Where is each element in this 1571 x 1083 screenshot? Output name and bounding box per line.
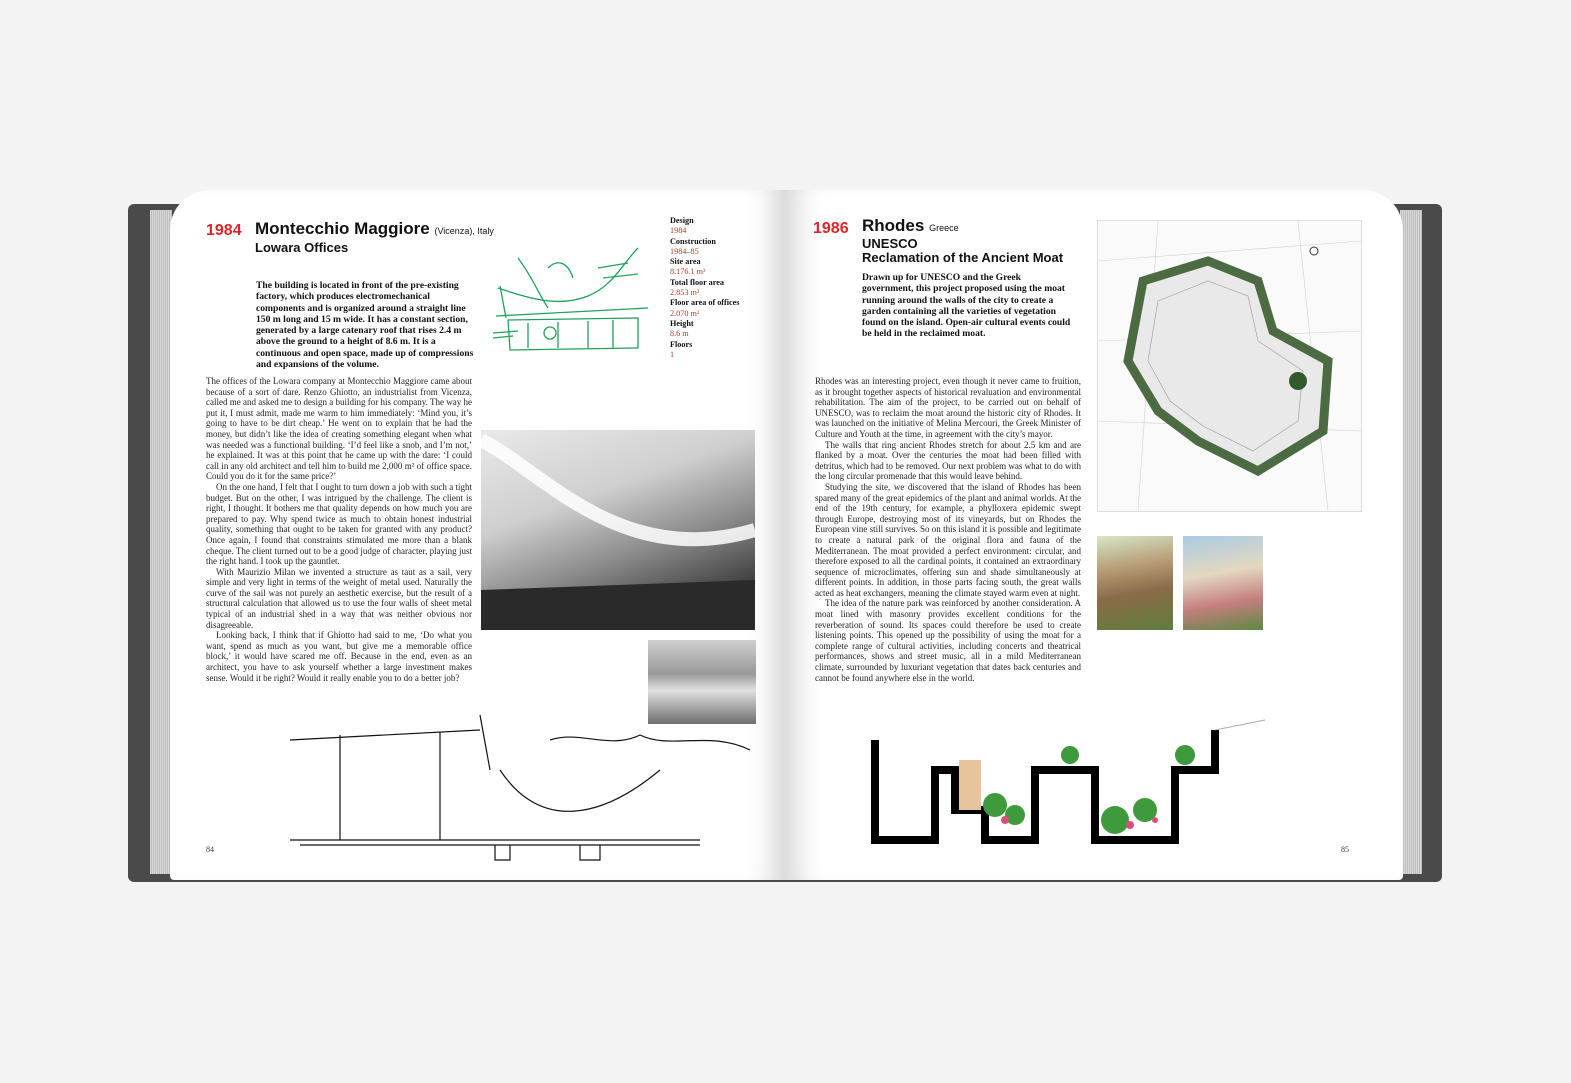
spec-value: 2.070 m² (670, 308, 700, 318)
title-text: Rhodes (862, 216, 925, 235)
spec-label: Design (670, 216, 694, 225)
garden-photo (1183, 536, 1263, 630)
project-year: 1984 (206, 222, 242, 239)
spec-label: Construction (670, 236, 716, 246)
spec-label: Height (670, 318, 694, 328)
city-map (1097, 220, 1362, 512)
page-number: 85 (1341, 845, 1349, 854)
body-paragraph: The walls that ring ancient Rhodes stretch for about 2.5 km and are flanked by a moat. Over the centuries the moat had been filled with detritus, which had to be removed. Our next problem was what to do with the long circular promenade that this would leave behind. (815, 439, 1081, 482)
project-title (255, 219, 494, 239)
wall-photo (1097, 536, 1173, 630)
spec-label: Site area (670, 257, 701, 267)
spec-value: 1 (670, 349, 675, 359)
moat-section-drawing (855, 710, 1275, 860)
moat-plan-graphic (1098, 221, 1361, 511)
page-edges-right (1400, 210, 1422, 874)
spec-value: 8.176.1 m² (670, 267, 706, 277)
location-text: Greece (929, 223, 959, 233)
body-paragraph: The idea of the nature park was reinforced by another consideration. A moat lined with masonry provides excellent conditions for the reverberation of sound. Its spaces could therefore be used to create listening points. This opened up the possibility of using the moat for a complete range of cultural activities, including concerts and theatrical performances, shows and street music, all in a mild Mediterranean climate, surrounded by luxuriant vegetation that dates back centuries and cannot be found anywhere else in the world. (815, 598, 1081, 683)
page-number: 84 (206, 845, 214, 854)
spec-value: 1984 (670, 226, 687, 236)
title-text: Montecchio Maggiore (255, 219, 430, 238)
roof-curve-graphic (481, 430, 755, 630)
spec-item (670, 340, 770, 361)
spec-label: Floor area of offices (670, 298, 740, 308)
project-subtitle: UNESCO (862, 236, 918, 251)
project-specs (670, 216, 770, 360)
spec-item (670, 298, 770, 319)
body-paragraph: On the one hand, I felt that I ought to turn down a job with such a tight budget. But on the other, I was intrigued by the challenge. The client is right, I thought. It bothers me that quality depends on how much you are prepared to pay. Why spend twice as much to obtain honest industrial quality, something that ought to be taken for granted with any product? Once again, I found that constraints stimulated me more than a blank cheque. The client turned out to be a good judge of character, playing just the right hand. I took up the gauntlet. (206, 481, 472, 567)
section-drawing (280, 710, 760, 870)
spec-item (670, 216, 770, 237)
body-text (206, 376, 472, 683)
spec-item (670, 319, 770, 340)
body-paragraph: Studying the site, we discovered that the island of Rhodes has been spared many of the great epidemics of the plant and animal worlds. At the end of the 19th century, for example, a phylloxera epidemic swept through Europe, destroying most of its vineyards, but on Rhodes the European vine still survives. So on this island it is possible and legitimate to create a natural park of the original flora and fauna of the Mediterranean. The moat provided a perfect environment: circular, and therefore exposed to all the cardinal points, it contained an extraordinary sequence of microclimates, offering sun and shade simultaneously at different points. In addition, in those parts facing south, the great walls acted as heat exchangers, meaning the climate stayed warm even at night. (815, 481, 1081, 598)
left-page (170, 190, 785, 880)
spec-label: Floors (670, 339, 693, 349)
exterior-photo (481, 430, 755, 630)
location-text: (Vicenza), Italy (434, 226, 494, 236)
body-paragraph: With Maurizio Milan we invented a structure as taut as a sail, very simple and very light in terms of the weight of metal used. Naturally the curve of the sail was not purely an aesthetic exercise, but the result of a structural calculation that allowed us to use the four walls of sheet metal typical of an industrial shed in a way that was neither obvious nor disagreeable. (206, 566, 472, 630)
body-paragraph: Looking back, I think that if Ghiotto had said to me, ‘Do what you want, spend as much as you want, but give me a memorable office block,’ it would have scared me off. Because in the end, even as an architect, you have to ask yourself whether a large investment makes sense. Would it be right? Would it really enable you to do a better job? (206, 630, 472, 683)
lead-paragraph: Drawn up for UNESCO and the Greek government, this project proposed using the moat running around the walls of the city to create a garden containing all the varieties of vegetation found on the island. Open-air cultural events could be held in the reclaimed moat. (862, 272, 1071, 340)
lead-paragraph: The building is located in front of the pre-existing factory, which produces electromechanical components and is organized around a straight line 150 m long and 15 m wide. It has a constant section, generated by a large catenary roof that rises 2.4 m above the ground to a height of 8.6 m. It is a continuous and open space, made up of compressions and expansions of the volume. (256, 280, 474, 371)
body-paragraph: The offices of the Lowara company at Montecchio Maggiore came about because of a sort of dare. Renzo Ghiotto, an industrialist from Vicenza, called me and asked me to design a building for his company. The way he put it, I must admit, made me warm to him immediately: ‘Mind you, it’s going to have to be dirt cheap.’ He went on to explain that he had the money, but didn’t like the idea of creating something elegant when what was needed was a functional building. ‘I’d feel like a snob, and I’m not,’ he explained. It was at this point that he came up with the dare: ‘I could call in any old architect and tell him to build me 2,000 m² of office space. Could you do it for the same price?’ (206, 376, 472, 482)
body-paragraph: Rhodes was an interesting project, even though it never came to fruition, as it brought together aspects of historical revaluation and environmental rehabilitation. The aim of the project, to be carried out on behalf of UNESCO, was to reclaim the moat around the historic city of Rhodes. It was launched on the initiative of Melina Mercouri, the Greek Minister of Culture and Youth at the time, in agreement with the city’s mayor. (815, 376, 1081, 439)
spec-value: 2.853 m² (670, 288, 700, 298)
project-title (862, 216, 959, 236)
right-page (785, 190, 1403, 880)
project-subtitle: Lowara Offices (255, 240, 349, 255)
project-year: 1986 (813, 220, 849, 237)
body-text (815, 376, 1081, 683)
spec-label: Total floor area (670, 277, 724, 287)
concept-sketch (488, 238, 658, 368)
spec-value: 8.6 m (670, 329, 689, 339)
spec-item (670, 257, 770, 278)
page-edges-left (150, 210, 172, 874)
spec-item (670, 278, 770, 299)
spec-value: 1984–85 (670, 246, 699, 256)
spec-item (670, 237, 770, 258)
project-subtitle-2: Reclamation of the Ancient Moat (862, 250, 1064, 265)
